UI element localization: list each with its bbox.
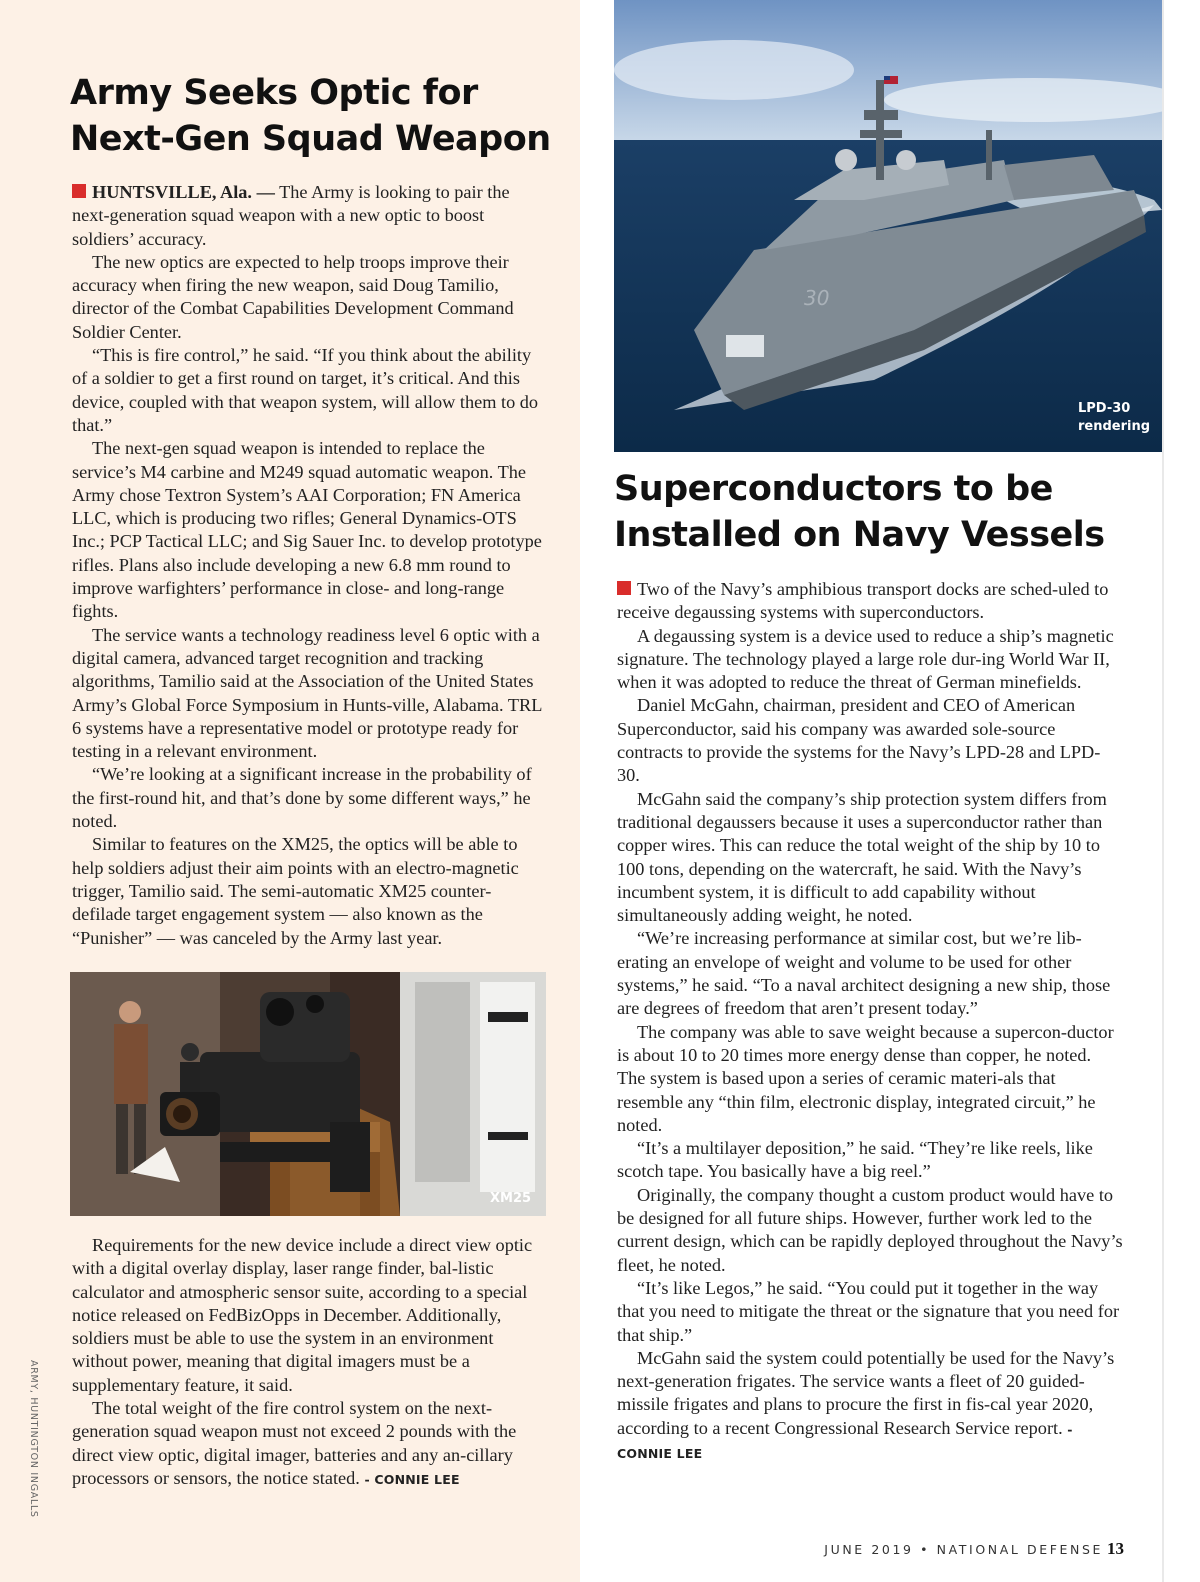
article2-paragraph: A degaussing system is a device used to reduce a ship’s magnetic signature. The technology played a large role dur-ing World War II, when it was adopted to reduce the threat of German minefields. — [617, 625, 1114, 693]
article1-paragraph: The new optics are expected to help troops improve their accuracy when firing the new weapon, said Doug Tamilio, director of the Combat Capabilities Development Command Soldier Center. — [72, 251, 514, 342]
article2-paragraph: McGahn said the company’s ship protection system differs from traditional degaussers because it uses a superconductor rather than copper wires. This can reduce the total weight of the ship by 10 to 100 tons, depending on the watercraft, he said. With the Navy’s incumbent system, it is difficult to add capability without simultaneously adding weight, he noted. — [617, 788, 1107, 926]
article1-paragraph: Similar to features on the XM25, the optics will be able to help soldiers adjust their aim points with an electro-magnetic trigger, Tamilio said. The semi-automatic XM25 counter-defilade target engagement system — also known as the “Punisher” — was canceled by the Army last year. — [72, 834, 519, 948]
article1-headline — [70, 70, 570, 162]
article1-dateline: HUNTSVILLE, Ala. — — [92, 182, 275, 202]
page-footer — [824, 1539, 1124, 1559]
article2-lead-text: Two of the Navy’s amphibious transport docks are sched-uled to receive degaussing systems with superconductors. — [617, 579, 1109, 623]
ship-photo-caption — [1078, 400, 1158, 436]
ship-caption-line1: LPD-30 — [1078, 401, 1131, 416]
article1-headline-line2: Next-Gen Squad Weapon — [70, 119, 551, 159]
article2-headline — [614, 466, 1154, 558]
article1-paragraph: The service wants a technology readiness level 6 optic with a digital camera, advanced target recognition and tracking algorithms, Tamilio said at the Association of the United States Army’s Global Force Symposium in Hunts-ville, Alabama. TRL 6 systems have a representative model or prototype ready for testing in a relevant environment. — [72, 624, 542, 762]
ship-photo — [614, 0, 1162, 452]
lpd30-rendering-illustration — [614, 0, 1162, 452]
article2-last-paragraph — [617, 1347, 1123, 1465]
xm25-caption: XM25 — [490, 1191, 532, 1206]
article2-paragraph: Originally, the company thought a custom product would have to be designed for all future ships. However, further work led to the current design, which can be rapidly deployed throughout the Navy’s fleet, he noted. — [617, 1184, 1123, 1275]
article2-paragraph: The company was able to save weight because a supercon-ductor is about 10 to 20 times more energy dense than copper, he noted. The system is based upon a series of ceramic materi-als that resemble any “thin film, electronic display, integrated circuit,” he noted. — [617, 1021, 1114, 1135]
article2-body — [617, 578, 1123, 1465]
article2-paragraph: Daniel McGahn, chairman, president and CEO of American Superconductor, said his company was awarded sole-source contracts to provide the systems for the Navy’s LPD-28 and LPD-30. — [617, 695, 1101, 786]
article2-byline: - CONNIE LEE — [617, 1421, 1073, 1461]
xm25-photo-illustration — [70, 972, 546, 1216]
article1-body-column2 — [72, 1234, 546, 1491]
article1-paragraph: Requirements for the new device include a direct view optic with a digital overlay display, laser range finder, bal-listic calculator and atmospheric sensor suite, according to a special notice released on FedBizOpps in December. Additionally, soldiers must be able to use the system in an environment without power, meaning that digital imagers must be a supplementary feature, it said. — [72, 1235, 533, 1395]
article1-last-paragraph — [72, 1397, 546, 1491]
article2-last-text: McGahn said the system could potentially be used for the Navy’s next-generation frigates. The service wants a fleet of 20 guided-missile frigates and plans to procure the first in fis-cal year 2020, according to a recent Congressional Research Service report. — [617, 1347, 1115, 1438]
page-number: 13 — [1107, 1539, 1124, 1558]
article1-lead-text: The Army is looking to pair the next-generation squad weapon with a new optic to boost soldiers’ accuracy. — [72, 182, 510, 249]
article2-lead-paragraph — [617, 578, 1123, 625]
article2-paragraph: “We’re increasing performance at similar cost, but we’re lib-erating an envelope of weight and volume to be used for other systems,” he said. “To a naval architect designing a new ship, those are degrees of freedom that aren’t present today.” — [617, 928, 1111, 1019]
article2-paragraph: “It’s like Legos,” he said. “You could put it together in the way that you need to mitigate the threat or the signature that you need for that ship.” — [617, 1277, 1120, 1345]
article1-paragraph: “This is fire control,” he said. “If you think about the ability of a soldier to get a first round on target, it’s critical. And this device, coupled with that weapon system, will allow them to do that.” — [72, 345, 539, 435]
article1-last-text: The total weight of the fire control system on the next-generation squad weapon must not exceed 2 pounds with the direct view optic, digital imager, batteries and any an-cillary processors or sensors, the notice stated. — [72, 1398, 517, 1488]
red-square-icon — [617, 581, 631, 595]
hull-number-text: 30 — [804, 286, 830, 310]
article1-lead-paragraph — [72, 181, 546, 251]
article2-paragraph: “It’s a multilayer deposition,” he said. “They’re like reels, like scotch tape. You basically have a big reel.” — [617, 1138, 1093, 1182]
xm25-photo — [70, 972, 546, 1216]
article1-headline-line1: Army Seeks Optic for — [70, 73, 478, 113]
article1-body-column1 — [72, 181, 546, 950]
page-edge-divider — [1162, 0, 1164, 1582]
article1-byline: - CONNIE LEE — [364, 1471, 460, 1487]
article2-headline-line2: Installed on Navy Vessels — [614, 515, 1105, 555]
article1-paragraph: “We’re looking at a significant increase in the probability of the first-round hit, and that’s done by some different ways,” he noted. — [72, 764, 532, 832]
footer-issue: JUNE 2019 • NATIONAL DEFENSE — [824, 1542, 1103, 1557]
photo-credit: ARMY, HUNTINGTON INGALLS — [28, 1360, 39, 1518]
ship-caption-line2: rendering — [1078, 419, 1151, 434]
red-square-icon — [72, 184, 86, 198]
article2-headline-line1: Superconductors to be — [614, 469, 1053, 509]
article1-paragraph: The next-gen squad weapon is intended to replace the service’s M4 carbine and M249 squad automatic weapon. The Army chose Textron System’s AAI Corporation; FN America LLC, which is producing two rifles; General Dynamics-OTS Inc.; PCP Tactical LLC; and Sig Sauer Inc. to develop prototype rifles. Plans also include developing a new 6.8 mm round to improve warfighters’ performance in close- and long-range fights. — [72, 438, 542, 622]
